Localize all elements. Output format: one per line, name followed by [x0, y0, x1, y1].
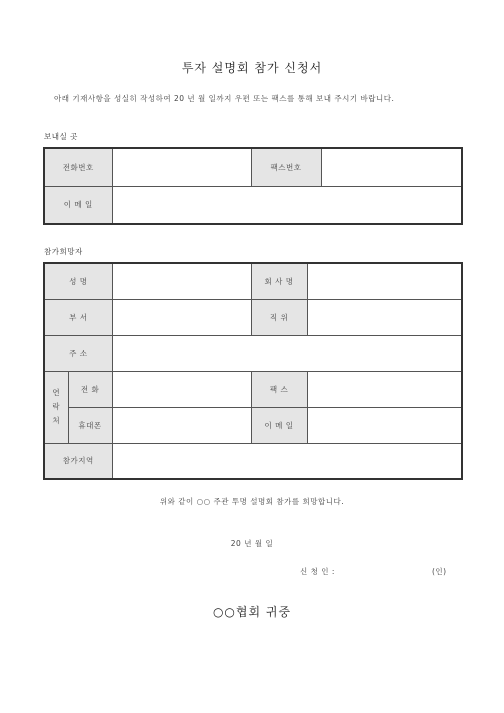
section-label-participant: 참가희망자 — [44, 247, 83, 256]
intro-text — [44, 91, 464, 106]
contact-fax-label: 팩 스 — [251, 371, 307, 407]
address-field[interactable] — [112, 335, 462, 371]
phone-label: 전화번호 — [44, 148, 112, 186]
contact-fax-field[interactable] — [307, 371, 462, 407]
intro-sentence: 아래 기재사항을 성실히 작성하여 20 년 월 일까지 우편 또는 팩스를 통해 보내 주시기 바랍니다. — [54, 94, 395, 103]
mobile-field[interactable] — [112, 407, 251, 443]
email-label: 이 메 일 — [44, 186, 112, 224]
phone-field[interactable] — [112, 148, 251, 186]
sender-table — [43, 147, 463, 225]
fax-field[interactable] — [321, 148, 462, 186]
company-label: 회 사 명 — [251, 263, 307, 299]
telephone-label: 전 화 — [68, 371, 112, 407]
name-label: 성 명 — [44, 263, 112, 299]
name-field[interactable] — [112, 263, 251, 299]
statement-text: 위와 같이 ○○ 주관 투명 설명회 참가를 희망합니다. — [159, 497, 345, 506]
participant-table — [43, 262, 463, 480]
email-field[interactable] — [112, 186, 462, 224]
contact-email-field[interactable] — [307, 407, 462, 443]
contact-char-1: 연 — [52, 388, 61, 397]
department-label: 부 서 — [44, 299, 112, 335]
contact-label — [44, 371, 68, 443]
telephone-field[interactable] — [112, 371, 251, 407]
contact-char-2: 락 — [52, 402, 61, 411]
page-title: 투자 설명회 참가 신청서 — [181, 61, 323, 75]
region-label: 참가지역 — [44, 443, 112, 479]
position-field[interactable] — [307, 299, 462, 335]
applicant-label: 신 청 인 : — [300, 567, 335, 576]
date-line: 20 년 월 일 — [230, 539, 274, 548]
contact-email-label: 이 메 일 — [251, 407, 307, 443]
mobile-label: 휴대폰 — [68, 407, 112, 443]
address-label: 주 소 — [44, 335, 112, 371]
position-label: 직 위 — [251, 299, 307, 335]
department-field[interactable] — [112, 299, 251, 335]
section-label-sender: 보내실 곳 — [44, 132, 78, 141]
fax-label: 팩스번호 — [251, 148, 321, 186]
contact-char-3: 처 — [52, 416, 61, 425]
company-field[interactable] — [307, 263, 462, 299]
recipient-title: ○○협회 귀중 — [212, 605, 292, 619]
region-field[interactable] — [112, 443, 462, 479]
seal-mark: (인) — [432, 567, 447, 576]
